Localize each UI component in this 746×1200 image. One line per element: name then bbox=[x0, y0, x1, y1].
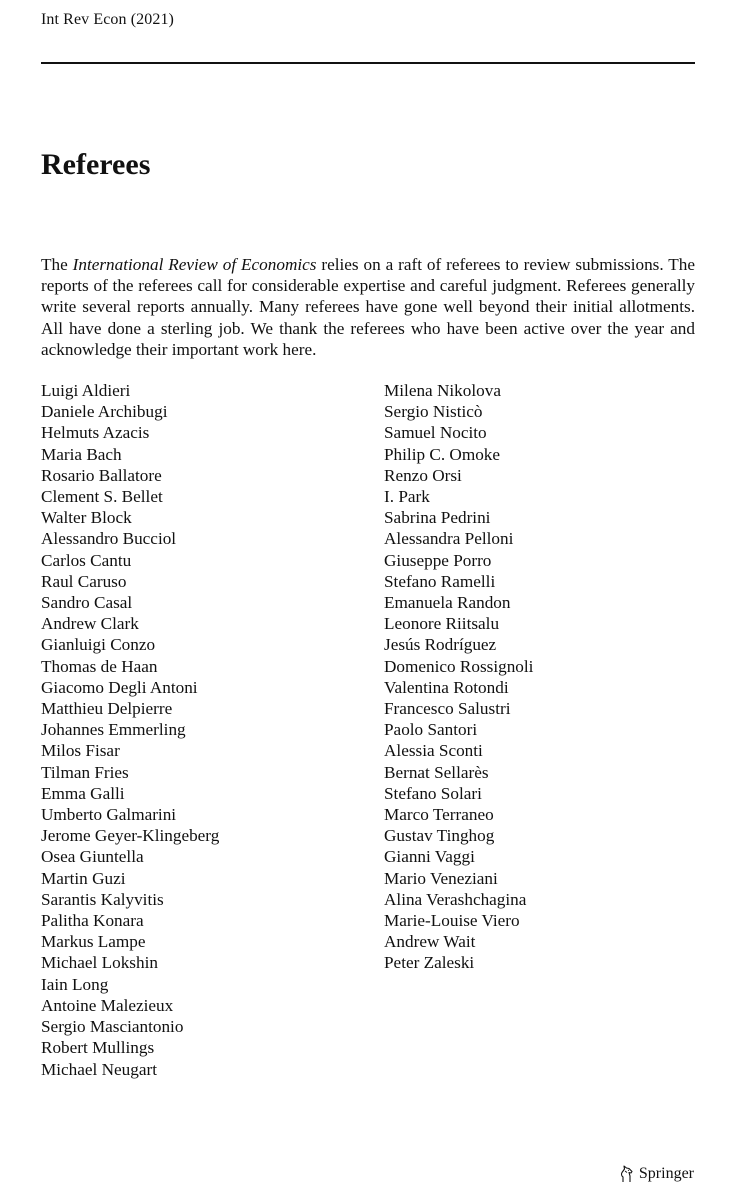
referee-name: Sandro Casal bbox=[41, 593, 133, 613]
referee-name: Robert Mullings bbox=[41, 1038, 155, 1058]
referee-name: Valentina Rotondi bbox=[384, 677, 509, 697]
referee-name: Walter Block bbox=[41, 508, 132, 528]
referee-list-left bbox=[41, 380, 219, 1080]
referee-name: Alessandro Bucciol bbox=[41, 529, 177, 549]
intro-text-rest: relies on a raft of referees to review submissions. The reports of the referees call for considerable expertise and careful judgment. Referees generally write several reports annually. Many referees have gone well beyond their initial allotments. All have done a sterling job. We thank the referees who have been active over the year and acknowledge their important work here. bbox=[41, 255, 695, 359]
page-title: Referees bbox=[41, 148, 151, 181]
referee-name: Sarantis Kalyvitis bbox=[41, 889, 164, 909]
referee-name: Iain Long bbox=[41, 974, 109, 994]
referee-name: Jesús Rodríguez bbox=[384, 635, 497, 655]
referee-name: Andrew Wait bbox=[384, 932, 476, 952]
referee-name: Domenico Rossignoli bbox=[384, 656, 534, 676]
referee-name: Marie-Louise Viero bbox=[384, 911, 520, 931]
referee-name: Giuseppe Porro bbox=[384, 550, 492, 570]
referee-name: Francesco Salustri bbox=[384, 699, 511, 719]
referee-name: Sabrina Pedrini bbox=[384, 508, 491, 528]
referee-name: Raul Caruso bbox=[41, 571, 127, 591]
referee-name: Martin Guzi bbox=[41, 868, 126, 888]
referee-name: Markus Lampe bbox=[41, 932, 146, 952]
referee-name: Jerome Geyer-Klingeberg bbox=[41, 826, 220, 846]
referee-name: Osea Giuntella bbox=[41, 847, 144, 867]
referee-name: Michael Lokshin bbox=[41, 953, 158, 973]
referee-name: Giacomo Degli Antoni bbox=[41, 677, 198, 697]
publisher-name: Springer bbox=[638, 1165, 694, 1182]
referee-name: Clement S. Bellet bbox=[41, 487, 163, 507]
referee-name: Andrew Clark bbox=[41, 614, 139, 634]
referee-name: Mario Veneziani bbox=[384, 868, 498, 888]
referee-name: Gianluigi Conzo bbox=[41, 635, 156, 655]
referee-name: Stefano Solari bbox=[384, 783, 482, 803]
referee-name: Alessia Sconti bbox=[384, 741, 483, 761]
referee-name: Renzo Orsi bbox=[384, 465, 462, 485]
referee-name: Gianni Vaggi bbox=[384, 847, 475, 867]
referee-name: I. Park bbox=[384, 487, 430, 507]
referee-name: Rosario Ballatore bbox=[41, 465, 162, 485]
referee-list-right bbox=[384, 380, 533, 974]
referee-name: Luigi Aldieri bbox=[41, 381, 131, 400]
referee-name: Sergio Masciantonio bbox=[41, 1017, 184, 1037]
referee-name: Maria Bach bbox=[41, 444, 122, 464]
intro-paragraph bbox=[41, 254, 695, 360]
referee-name: Thomas de Haan bbox=[41, 656, 158, 676]
header-rule bbox=[41, 62, 695, 64]
referee-name: Umberto Galmarini bbox=[41, 805, 177, 825]
springer-horse-icon bbox=[619, 1165, 635, 1183]
referee-name: Emanuela Randon bbox=[384, 593, 511, 613]
referee-name: Antoine Malezieux bbox=[41, 995, 174, 1015]
referee-name: Johannes Emmerling bbox=[41, 720, 186, 740]
referee-name: Stefano Ramelli bbox=[384, 571, 496, 591]
referee-name: Milos Fisar bbox=[41, 741, 120, 761]
referee-name: Marco Terraneo bbox=[384, 805, 494, 825]
referee-name: Matthieu Delpierre bbox=[41, 699, 173, 719]
referee-name: Paolo Santori bbox=[384, 720, 478, 740]
referee-name: Gustav Tinghog bbox=[384, 826, 495, 846]
referee-name: Alessandra Pelloni bbox=[384, 529, 514, 549]
referee-name: Leonore Riitsalu bbox=[384, 614, 500, 634]
referee-name: Helmuts Azacis bbox=[41, 423, 150, 443]
referee-name: Milena Nikolova bbox=[384, 381, 501, 400]
running-head: Int Rev Econ (2021) bbox=[41, 11, 174, 28]
publisher-logo bbox=[619, 1165, 694, 1183]
referee-name: Carlos Cantu bbox=[41, 550, 132, 570]
referee-name: Michael Neugart bbox=[41, 1059, 157, 1079]
referee-name: Emma Galli bbox=[41, 783, 125, 803]
referee-name: Palitha Konara bbox=[41, 911, 144, 931]
intro-text-start: The bbox=[41, 255, 73, 274]
journal-name: International Review of Economics bbox=[72, 255, 317, 274]
referee-name: Sergio Nisticò bbox=[384, 402, 483, 422]
referee-name: Daniele Archibugi bbox=[41, 402, 168, 422]
referee-name: Samuel Nocito bbox=[384, 423, 487, 443]
referee-name: Bernat Sellarès bbox=[384, 762, 489, 782]
referee-name: Philip C. Omoke bbox=[384, 444, 501, 464]
referee-name: Peter Zaleski bbox=[384, 953, 475, 973]
referee-name: Alina Verashchagina bbox=[384, 889, 527, 909]
referee-name: Tilman Fries bbox=[41, 762, 129, 782]
